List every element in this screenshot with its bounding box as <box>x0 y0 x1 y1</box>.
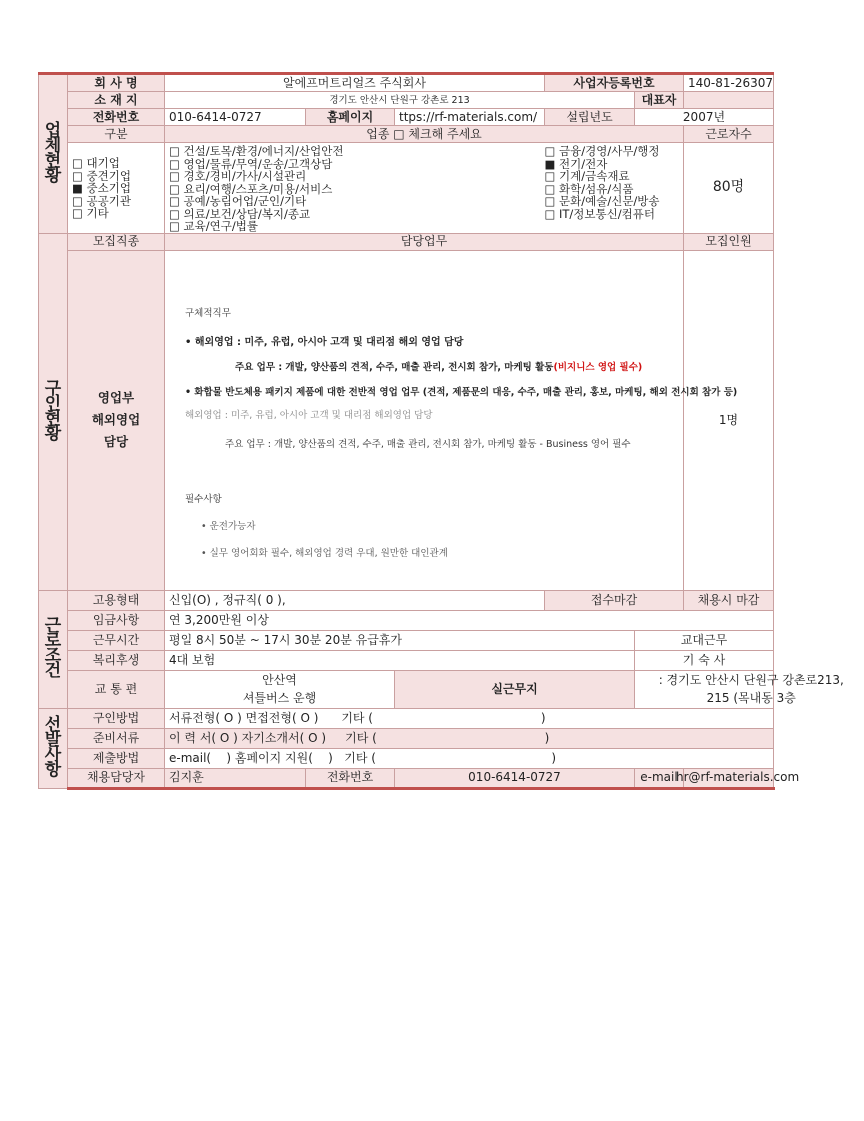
submit-label: 제출방법 <box>68 748 165 768</box>
company-type-other[interactable]: □ 기타 <box>72 206 109 220</box>
duty-heading: 구체적직무 <box>185 307 231 319</box>
requirement-item: • 운전가능자 <box>201 520 256 532</box>
manager-phone: 010-6414-0727 <box>395 768 635 788</box>
job-posting-form <box>38 72 844 790</box>
duty-line: • 해외영업 : 미주, 유럽, 아시아 고객 및 대리점 해외 영업 담당 <box>185 336 464 348</box>
conditions-section-title: 근 로 조 건 <box>39 590 68 708</box>
industry-option[interactable]: □ 문화/예술/신문/방송 <box>544 194 660 208</box>
wage-label: 임금사항 <box>68 610 165 630</box>
shift-label: 교대근무 <box>635 630 774 650</box>
company-type-public[interactable]: □ 공공기관 <box>72 193 131 208</box>
manager-name: 김지훈 <box>165 768 306 788</box>
duty-label: 담당업무 <box>165 233 684 250</box>
industry-list-right <box>545 143 684 234</box>
transport: 안산역 셔틀버스 운행 <box>165 670 395 708</box>
homepage[interactable]: ttps://rf-materials.com/ <box>395 109 545 126</box>
ceo-label: 대표자 <box>635 92 684 109</box>
company-type-large[interactable]: □ 대기업 <box>72 156 120 170</box>
workplace: : 경기도 안산시 단원구 강촌로213, 215 (목내동 3층 <box>635 670 774 708</box>
industry-option[interactable]: □ 화학/섬유/식품 <box>544 181 634 196</box>
phone-label: 전화번호 <box>68 109 165 126</box>
founded-label: 설립년도 <box>545 109 635 126</box>
duty-line: 주요 업무 : 개발, 양산품의 견적, 수주, 매출 관리, 전시회 참가, 마케팅 활동 - Business 영어 필수 <box>225 438 631 450</box>
phone: 010-6414-0727 <box>165 109 306 126</box>
docs-label: 준비서류 <box>68 728 165 748</box>
employees-count: 80명 <box>684 143 774 234</box>
company-type-sme[interactable]: ■ 중소기업 <box>72 181 131 195</box>
submit-method: e-mail( ) 홈페이지 지원( ) 기타 ( ) <box>165 748 774 768</box>
address-label: 소 재 지 <box>68 92 165 109</box>
duty-line: 해외영업 : 미주, 유럽, 아시아 고객 및 대리점 해외영업 담당 <box>185 409 433 421</box>
employees-label: 근로자수 <box>684 126 774 143</box>
industry-option[interactable]: □ 기계/금속재료 <box>544 169 630 183</box>
employment-label: 고용형태 <box>68 590 165 610</box>
method-label: 구인방법 <box>68 708 165 728</box>
ceo <box>684 92 774 109</box>
selection-method: 서류전형( O ) 면접전형( O ) 기타 ( ) <box>165 708 774 728</box>
dorm-label: 기 숙 사 <box>635 650 774 670</box>
employment-type: 신입(O) , 정규직( 0 ), <box>165 590 545 610</box>
industry-label: 업종 □ 체크해 주세요 <box>165 126 684 143</box>
homepage-label: 홈페이지 <box>306 109 395 126</box>
reg-no-label: 사업자등록번호 <box>545 74 684 92</box>
workplace-label: 실근무지 <box>395 670 635 708</box>
selection-section-title: 선 발 사 항 <box>39 708 68 788</box>
recruit-section-title: 구 인 현 황 <box>39 233 68 590</box>
company-type-midsize[interactable]: □ 중견기업 <box>72 168 131 183</box>
position-label: 모집직종 <box>68 233 165 250</box>
industry-option[interactable]: □ 영업/물류/무역/운송/고객상담 <box>169 156 333 171</box>
required-docs: 이 력 서( O ) 자기소개서( O ) 기타 ( ) <box>165 728 774 748</box>
hours-label: 근무시간 <box>68 630 165 650</box>
duty-line: 주요 업무 : 개발, 양산품의 견적, 수주, 매출 관리, 전시회 참가, 마케팅 활동(비지니스 영업 필수) <box>235 361 643 373</box>
manager-phone-label: 전화번호 <box>306 768 395 788</box>
manager-label: 채용담당자 <box>68 768 165 788</box>
industry-option[interactable]: □ 경호/경비/가사/시설관리 <box>169 169 307 183</box>
industry-option[interactable]: ■ 전기/전자 <box>544 156 608 171</box>
deadline: 채용시 마감 <box>684 590 774 610</box>
industry-option[interactable]: □ 건설/토목/환경/에너지/산업안전 <box>169 144 344 158</box>
email-label: e-mail <box>635 768 684 788</box>
industry-option[interactable]: □ 공예/농림어업/군인/기타 <box>169 194 307 208</box>
position-name: 영업부 해외영업 담당 <box>68 250 165 590</box>
manager-email[interactable]: hr@rf-materials.com <box>684 768 774 788</box>
industry-option[interactable]: □ 금융/경영/사무/행정 <box>544 144 660 158</box>
industry-option[interactable]: □ 요리/여행/스포츠/미용/서비스 <box>169 181 333 196</box>
work-hours: 평일 8시 50분 ~ 17시 30분 20분 유급휴가 <box>165 630 635 650</box>
deadline-label: 접수마감 <box>545 590 684 610</box>
company-name: 알에프머트리얼즈 주식회사 <box>165 74 545 92</box>
requirement-item: • 실무 영어회화 필수, 해외영업 경력 우대, 원만한 대인관계 <box>201 547 448 559</box>
company-section-title: 업 체 현 황 <box>39 74 68 234</box>
category-label: 구분 <box>68 126 165 143</box>
address: 경기도 안산시 단원구 강촌로 213 <box>165 92 635 109</box>
wage: 연 3,200만원 이상 <box>165 610 774 630</box>
industry-list-left <box>165 143 545 234</box>
welfare-label: 복리후생 <box>68 650 165 670</box>
industry-option[interactable]: □ 교육/연구/법률 <box>169 219 258 233</box>
requirements-heading: 필수사항 <box>185 493 222 505</box>
founded: 2007년 <box>635 109 774 126</box>
company-type-list <box>68 143 165 234</box>
count-label: 모집인원 <box>684 233 774 250</box>
industry-option[interactable]: □ IT/정보통신/컴퓨터 <box>544 206 655 221</box>
company-name-label: 회 사 명 <box>68 74 165 92</box>
recruit-count: 1명 <box>684 250 774 590</box>
transport-label: 교 통 편 <box>68 670 165 708</box>
welfare: 4대 보험 <box>165 650 635 670</box>
industry-option[interactable]: □ 의료/보건/상담/복지/종교 <box>169 206 311 221</box>
reg-no: 140-81-26307 <box>684 74 774 92</box>
duty-line: • 화합물 반도체용 패키지 제품에 대한 전반적 영업 업무 (견적, 제품문의 대응, 수주, 매출 관리, 홍보, 마케팅, 해외 전시회 참가 등) <box>185 386 738 398</box>
